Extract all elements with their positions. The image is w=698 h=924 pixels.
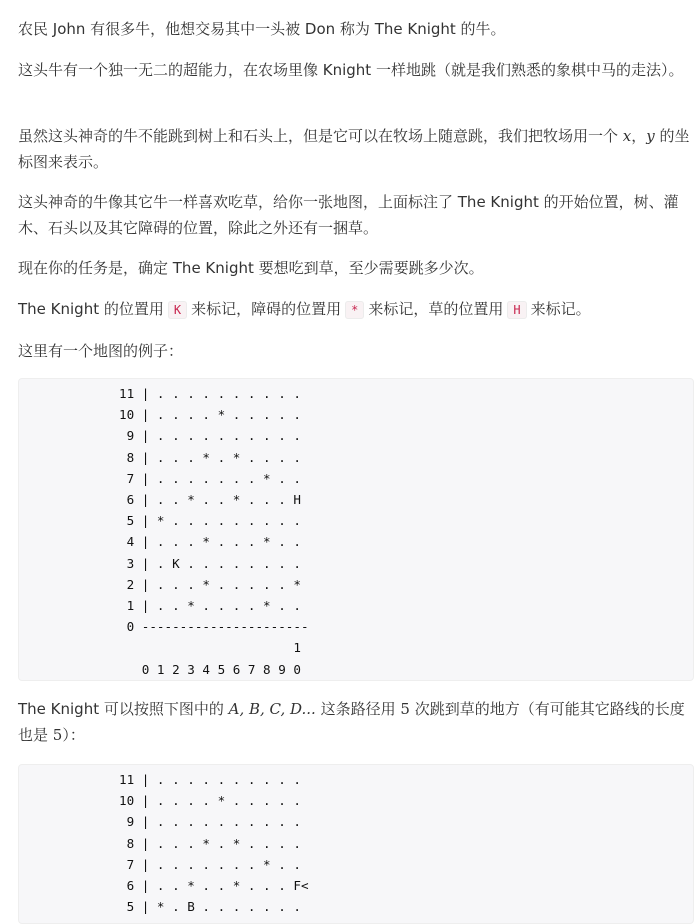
paragraph-symbols: The Knight 的位置用 K 来标记，障碍的位置用 * 来标记，草的位置用 H 来标记。 xyxy=(18,300,591,318)
map-line: 5 | * . . . . . . . . . xyxy=(119,513,301,529)
paragraph-task: 现在你的任务是，确定 The Knight 要想吃到草，至少需要跳多少次。 xyxy=(18,259,484,277)
map-line: 7 | . . . . . . . * . . xyxy=(119,856,301,872)
map-line: 6 | . . * . . * . . . H xyxy=(119,492,301,508)
map-line: 4 | . . . * . . . * . . xyxy=(119,534,301,550)
map-line: 9 | . . . . . . . . . . xyxy=(119,814,301,830)
map-line: 11 | . . . . . . . . . . xyxy=(119,772,301,787)
paragraph-intro: 农民 John 有很多牛，他想交易其中一头被 Don 称为 The Knight 的牛。 xyxy=(18,20,506,38)
map-line: 5 | * . B . . . . . . . xyxy=(119,899,301,915)
code-k: K xyxy=(168,301,187,319)
map-line: 8 | . . . * . * . . . . xyxy=(119,449,301,465)
map-line: 10 | . . . . * . . . . . xyxy=(119,407,301,423)
paragraph-map-description: 这头神奇的牛像其它牛一样喜欢吃草，给你一张地图，上面标注了 The Knight 的开始位置，树、灌木、石头以及其它障碍的位置，除此之外还有一捆草。 xyxy=(18,193,679,237)
math-five-2: 5 xyxy=(52,726,63,744)
map-line: 7 | . . . . . . . * . . xyxy=(119,470,301,486)
example-map-code-block xyxy=(18,378,694,681)
map-line: 11 | . . . . . . . . . . xyxy=(119,386,301,401)
map-line: 1 xyxy=(119,640,301,656)
map-line: 0 ---------------------- xyxy=(119,619,309,635)
map-line: 6 | . . * . . * . . . F< xyxy=(119,878,309,894)
map-line: 1 | . . * . . . . * . . xyxy=(119,598,301,614)
math-x: x xyxy=(622,127,632,145)
map-line: 2 | . . . * . . . . . * xyxy=(119,576,301,592)
map-line: 8 | . . . * . * . . . . xyxy=(119,835,301,851)
map-line: 0 1 2 3 4 5 6 7 8 9 0 xyxy=(119,661,301,677)
paragraph-pasture: 虽然这头神奇的牛不能跳到树上和石头上，但是它可以在牧场上随意跳，我们把牧场用一个 x，y 的坐标图来表示。 xyxy=(18,127,690,171)
map-line: 10 | . . . . * . . . . . xyxy=(119,793,301,809)
paragraph-superpower: 这头牛有一个独一无二的超能力，在农场里像 Knight 一样地跳（就是我们熟悉的象棋中马的走法）。 xyxy=(18,61,684,79)
path-map-code-block xyxy=(18,764,694,924)
math-five: 5 xyxy=(400,700,410,718)
paragraph-path-explanation: The Knight 可以按照下图中的 A, B, C, D... 这条路径用 5 次跳到草的地方（有可能其它路线的长度也是 5）： xyxy=(18,700,685,744)
map-line: 9 | . . . . . . . . . . xyxy=(119,428,301,444)
paragraph-example-intro: 这里有一个地图的例子： xyxy=(18,342,184,360)
math-y: y xyxy=(646,127,655,145)
code-star: * xyxy=(345,301,364,319)
code-h: H xyxy=(507,301,526,319)
math-path: A, B, C, D... xyxy=(228,700,316,718)
map-line: 3 | . K . . . . . . . . xyxy=(119,555,301,571)
